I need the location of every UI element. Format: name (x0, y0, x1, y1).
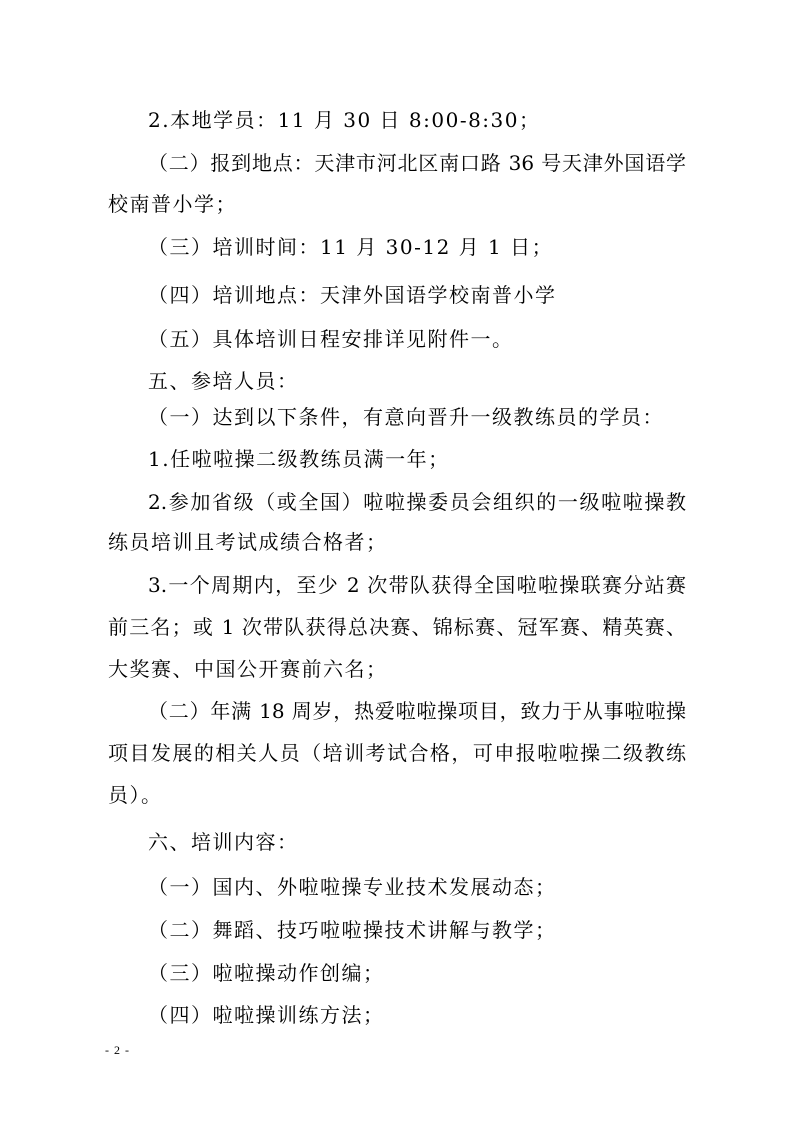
text-line-training-time: （三）培训时间：11 月 30-12 月 1 日； (148, 235, 554, 259)
section-heading-training-content: 六、培训内容： (148, 830, 299, 854)
text-line-schedule: （五）具体培训日程安排详见附件一。 (148, 327, 514, 351)
text-line-condition-3: 3.一个周期内，至少 2 次带队获得全国啦啦操联赛分站赛 (148, 573, 686, 597)
text-line-content-2: （二）舞蹈、技巧啦啦操技术讲解与教学； (148, 918, 557, 942)
text-line-content-4: （四）啦啦操训练方法； (148, 1003, 385, 1027)
text-line-report-location: （二）报到地点：天津市河北区南口路 36 号天津外国语学 (148, 151, 686, 175)
text-line-condition-age: （二）年满 18 周岁，热爱啦啦操项目，致力于从事啦啦操 (148, 699, 686, 723)
text-line-condition-age-cont-2: 员）。 (108, 783, 163, 807)
text-line-condition-1: 1.任啦啦操二级教练员满一年； (148, 447, 450, 471)
text-line-condition-age-cont-1: 项目发展的相关人员（培训考试合格，可申报啦啦操二级教练 (108, 741, 686, 765)
text-line-local-students: 2.本地学员：11 月 30 日 8:00-8:30； (148, 108, 541, 132)
page-number: - 2 - (105, 1043, 130, 1057)
text-line-condition-2-cont: 练员培训且考试成绩合格者； (108, 530, 388, 554)
text-line-report-location-cont: 校南普小学； (108, 192, 237, 216)
section-heading-participants: 五、参培人员： (148, 369, 299, 393)
text-line-condition-3-cont-1: 前三名；或 1 次带队获得总决赛、锦标赛、冠军赛、精英赛、 (108, 615, 686, 639)
text-line-condition-intro: （一）达到以下条件，有意向晋升一级教练员的学员： (148, 405, 664, 429)
text-line-training-location: （四）培训地点：天津外国语学校南普小学 (148, 283, 557, 307)
text-line-condition-3-cont-2: 大奖赛、中国公开赛前六名； (108, 657, 388, 681)
text-line-condition-2: 2.参加省级（或全国）啦啦操委员会组织的一级啦啦操教 (148, 490, 686, 514)
text-line-content-1: （一）国内、外啦啦操专业技术发展动态； (148, 875, 557, 899)
text-line-content-3: （三）啦啦操动作创编； (148, 961, 385, 985)
